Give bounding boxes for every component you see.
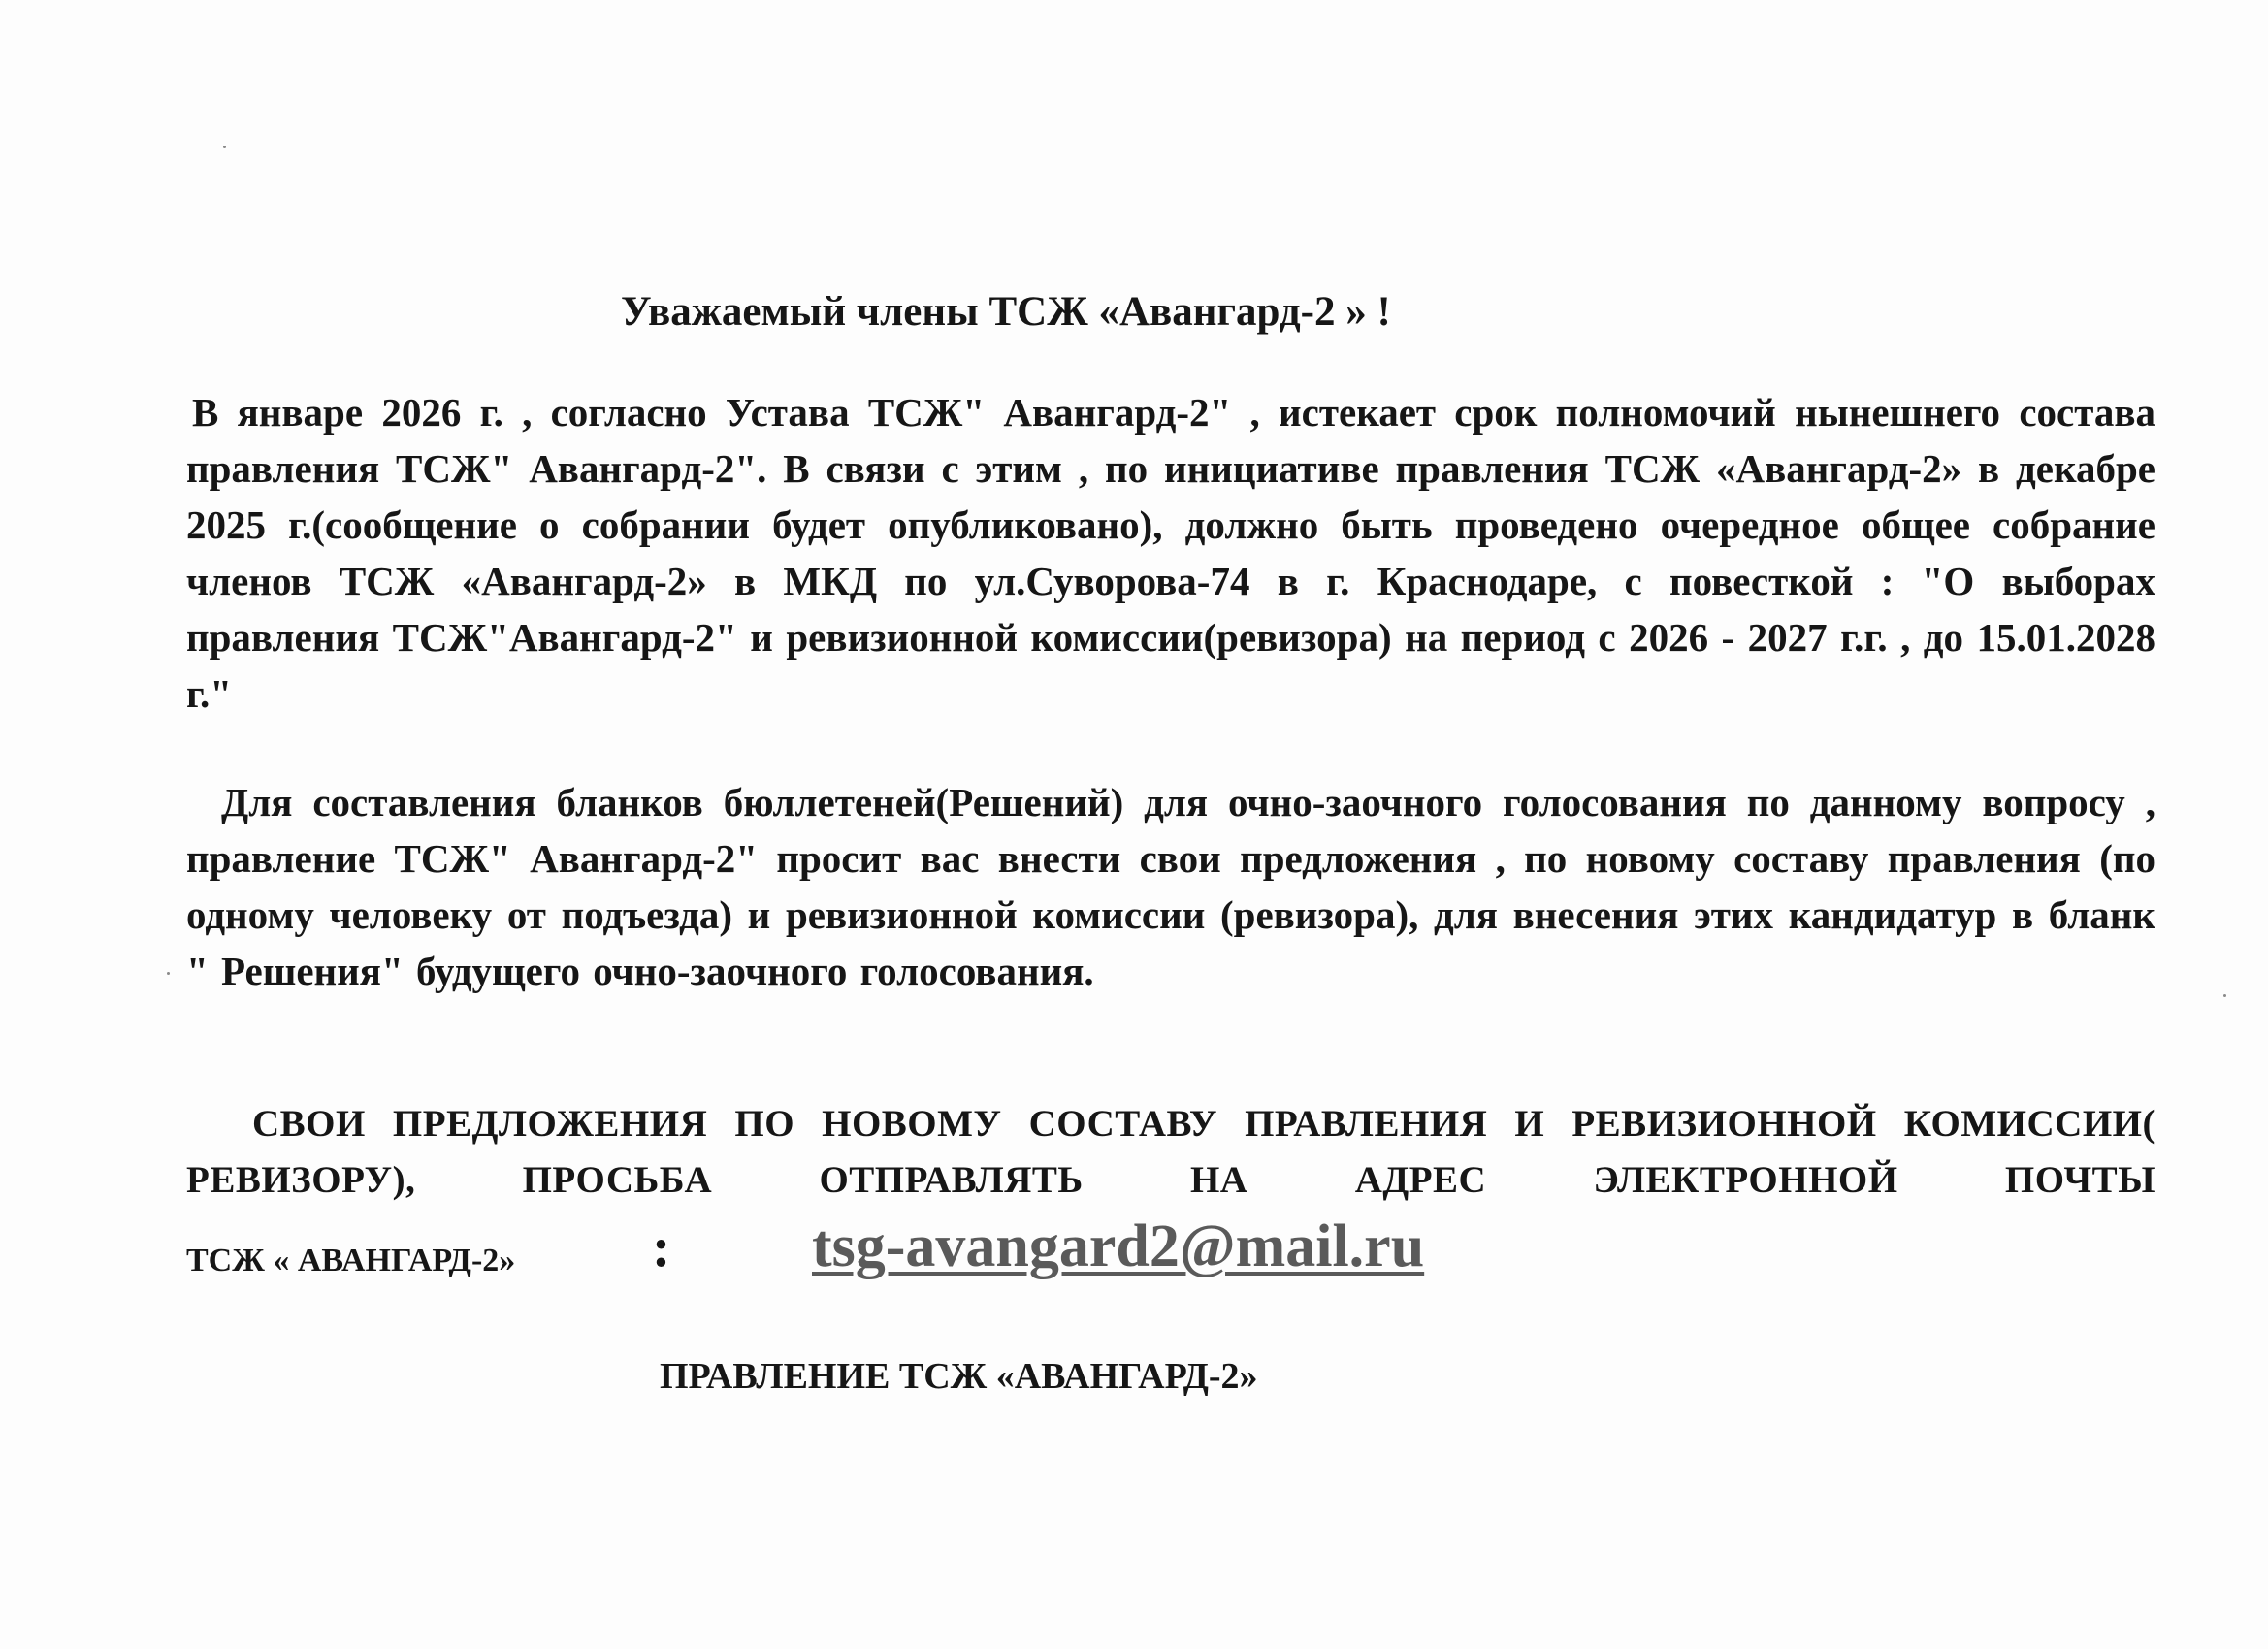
- notice-email-request: СВОИ ПРЕДЛОЖЕНИЯ ПО НОВОМУ СОСТАВУ ПРАВЛЕНИЯ И РЕВИЗИОННОЙ КОМИССИИ( РЕВИЗОРУ), ПРОСЬБА ОТПРАВЛЯТЬ НА АДРЕС ЭЛЕКТРОННОЙ ПОЧТЫ: [186, 1103, 2155, 1201]
- email-address-row: [186, 1211, 2029, 1298]
- scan-speck: [2223, 994, 2226, 997]
- hoa-name-label: ТСЖ « АВАНГАРД-2»: [186, 1243, 516, 1278]
- scan-speck: [223, 146, 226, 148]
- notice-paragraph-proposals: Для составления бланков бюллетеней(Решений) для очно-заочного голосования по данному вопросу , правление ТСЖ" Авангард-2" просит вас внести свои предложения , по новому составу правления (по одному человеку от подъезда) и ревизионной комиссии (ревизора), для внесения этих кандидатур в бланк " Решения" будущего очно-заочного голосования.: [186, 780, 2155, 993]
- email-address-link[interactable]: tsg-avangard2@mail.ru: [812, 1213, 1425, 1279]
- notice-paragraph-election: В январе 2026 г. , согласно Устава ТСЖ" Авангард-2" , истекает срок полномочий нынешнего состава правления ТСЖ" Авангард-2". В связи с этим , по инициативе правления ТСЖ «Авангард-2» в декабре 2025 г.(сообщение о собрании будет опубликовано), должно быть проведено очередное общее собрание членов ТСЖ «Авангард-2» в МКД по ул.Суворова-74 в г. Краснодаре, с повесткой : "О выборах правления ТСЖ"Авангард-2" и ревизионной комиссии(ревизора) на период с 2026 - 2027 г.г. , до 15.01.2028 г.": [186, 390, 2155, 716]
- board-signature: ПРАВЛЕНИЕ ТСЖ «АВАНГАРД-2»: [660, 1356, 1258, 1397]
- scan-speck: [167, 972, 170, 975]
- address-colon: :: [652, 1215, 671, 1278]
- notice-heading: Уважаемый члены ТСЖ «Авангард-2 » !: [621, 289, 1391, 335]
